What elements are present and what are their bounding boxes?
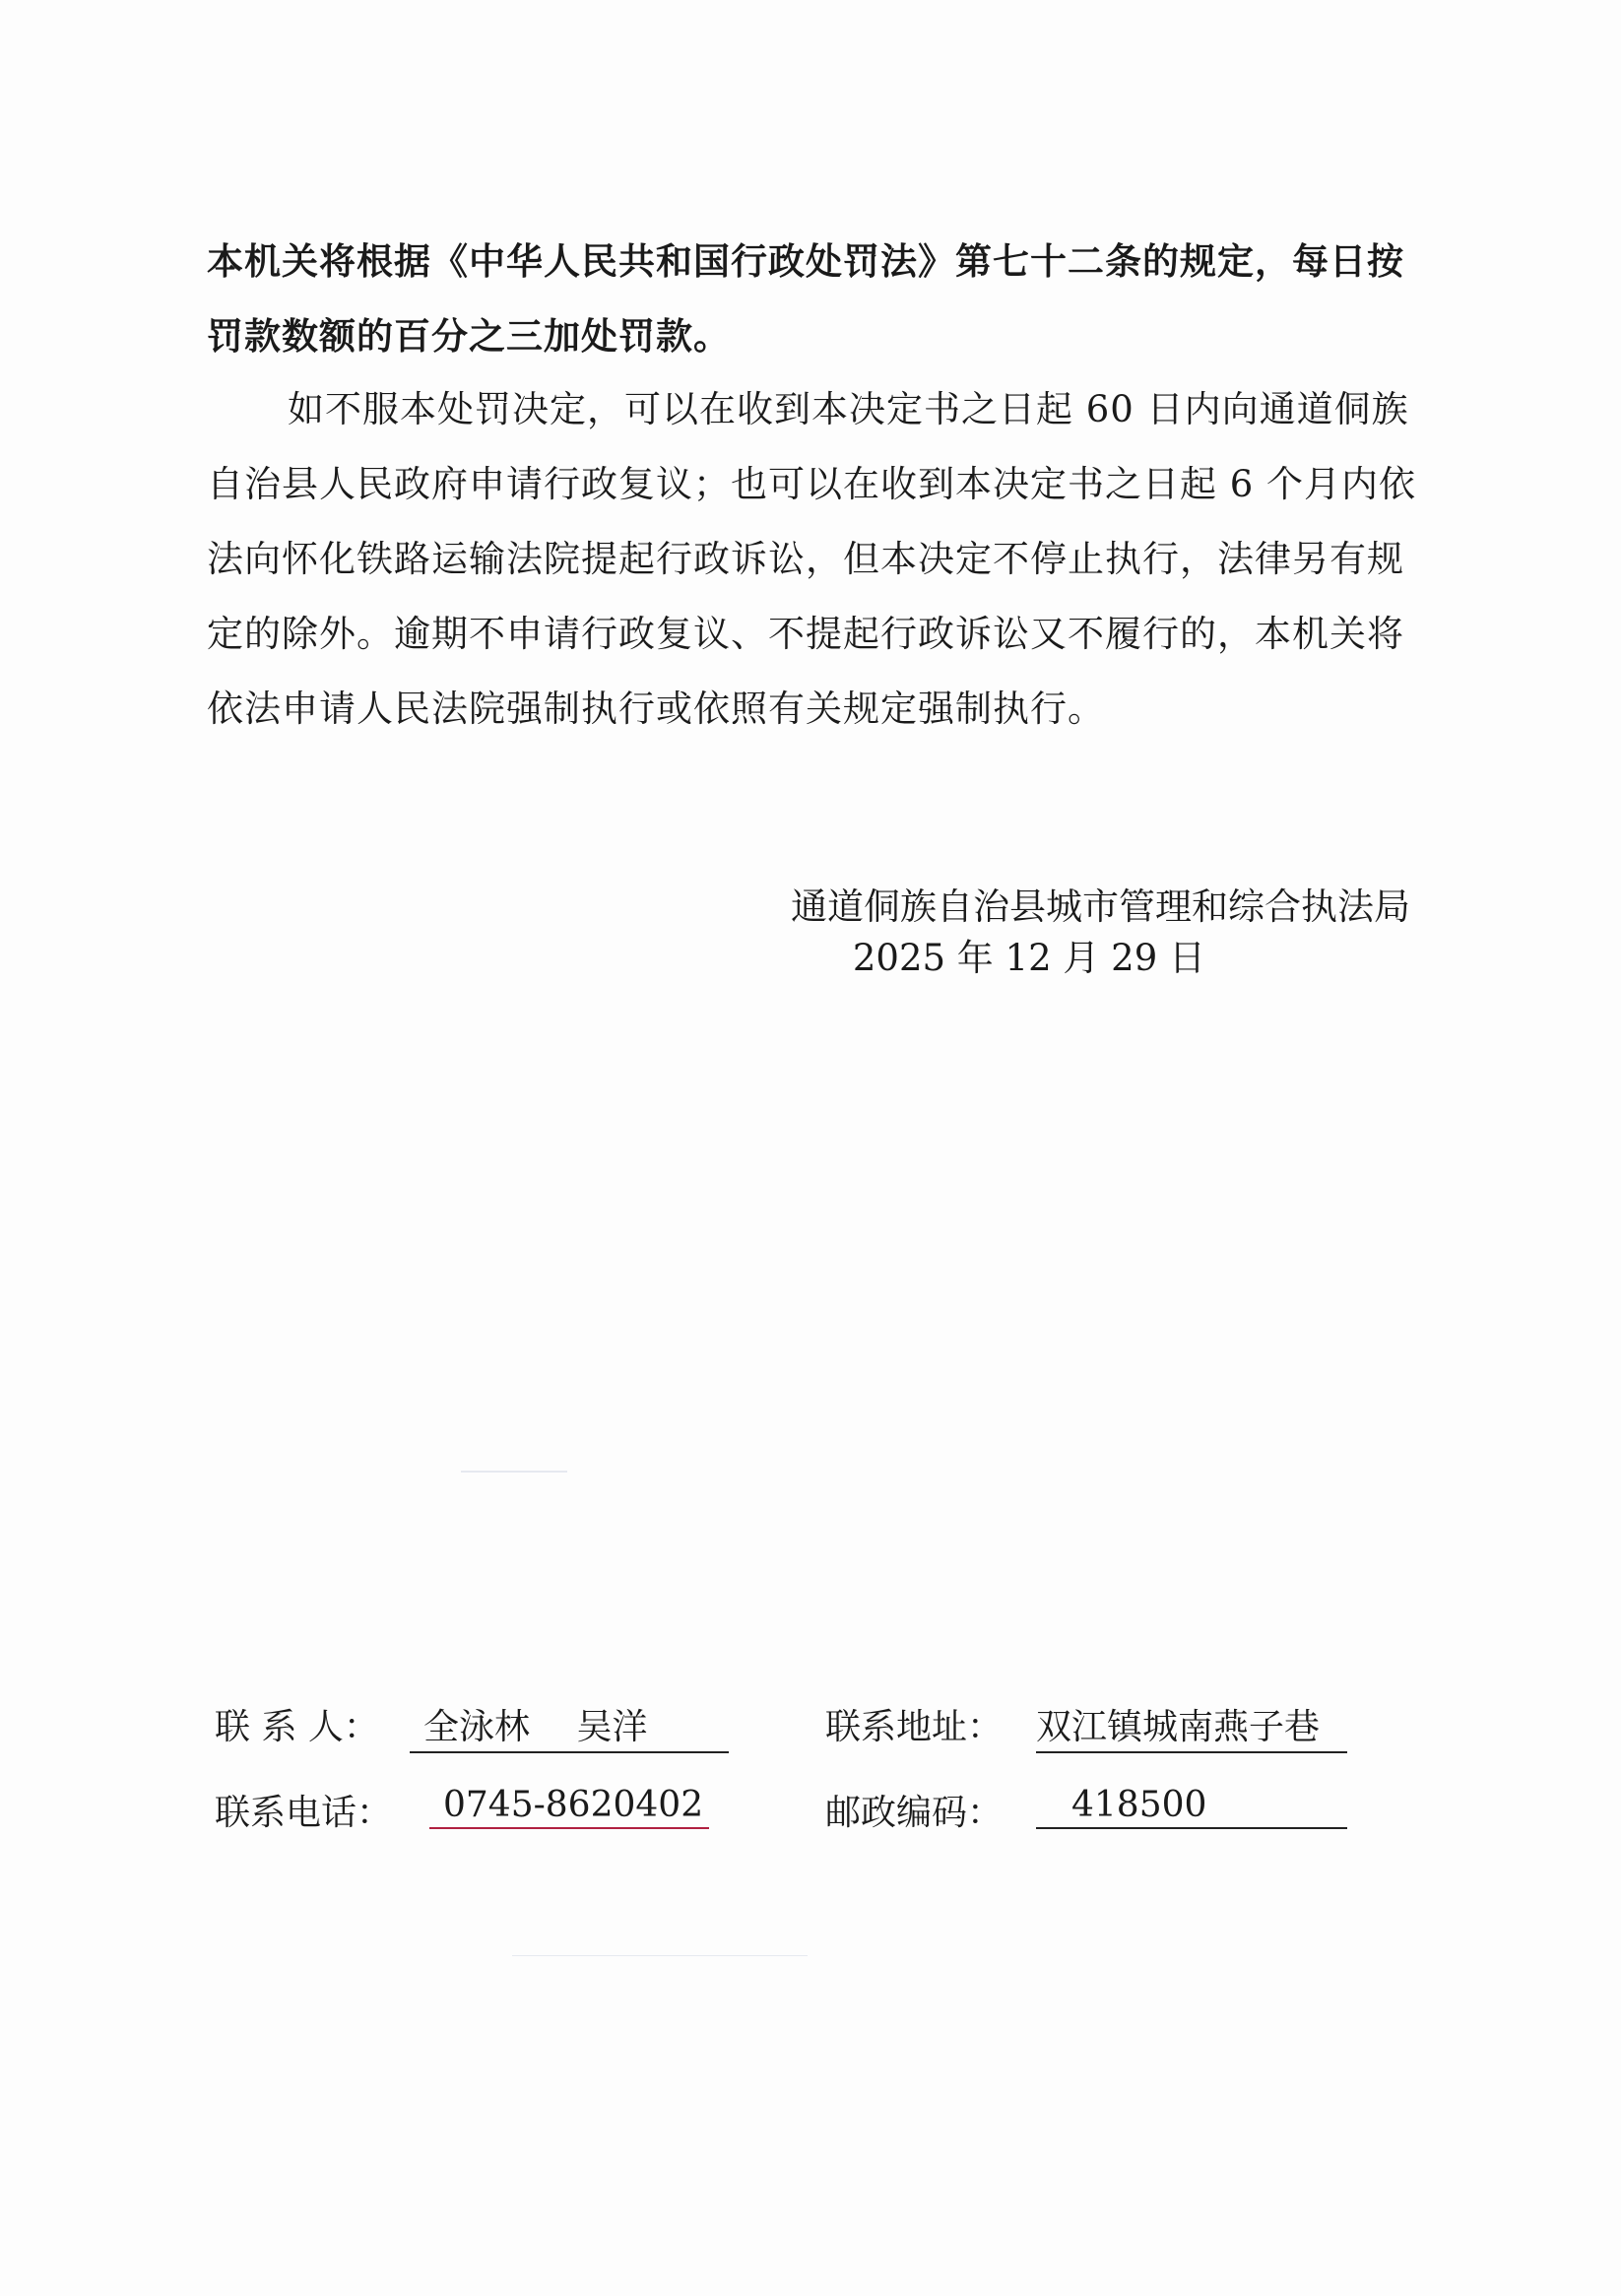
issuing-organization: 通道侗族自治县城市管理和综合执法局	[791, 886, 1410, 928]
contact-person-value: 全泳林 吴洋	[410, 1699, 729, 1753]
scan-mark	[512, 1955, 808, 1956]
contact-row-person-address	[215, 1699, 1377, 1758]
penalty-clause-paragraph: 本机关将根据《中华人民共和国行政处罚法》第七十二条的规定，每日按罚款数额的百分之三加处罚款。	[207, 240, 1404, 358]
contact-address-label: 联系地址：	[825, 1707, 1004, 1747]
scan-mark	[461, 1471, 567, 1473]
contact-person-label: 联 系 人：	[215, 1707, 379, 1747]
postcode-label: 邮政编码：	[825, 1793, 1004, 1833]
contact-phone-value: 0745-8620402	[429, 1785, 709, 1829]
postcode-value: 418500	[1036, 1785, 1347, 1829]
contact-address-value: 双江镇城南燕子巷	[1036, 1699, 1347, 1753]
signature-block	[791, 882, 1410, 984]
appeal-rights-paragraph: 如不服本处罚决定，可以在收到本决定书之日起 60 日内向通道侗族自治县人民政府申请行政复议；也可以在收到本决定书之日起 6 个月内依法向怀化铁路运输法院提起行政诉讼，但本决定不停止执行，法律另有规定的除外。逾期不申请行政复议、不提起行政诉讼又不履行的，本机关将依法申请人民法院强制执行或依照有关规定强制执行。	[207, 388, 1417, 730]
issue-date: 2025 年 12 月 29 日	[852, 937, 1205, 979]
contact-row-phone-postcode	[215, 1785, 1377, 1844]
contact-phone-label: 联系电话：	[215, 1793, 393, 1833]
